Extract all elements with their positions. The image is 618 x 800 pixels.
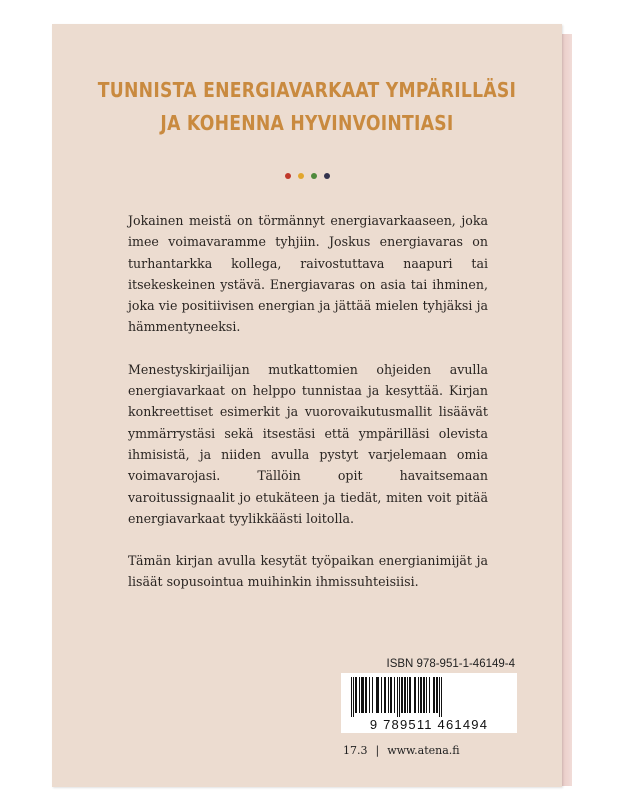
cover-headline bbox=[88, 74, 527, 140]
barcode-digits: 9 789511 461494 bbox=[369, 717, 489, 732]
headline-line-1: TUNNISTA ENERGIAVARKAAT YMPÄRILLÄSI bbox=[97, 78, 517, 102]
book-back-cover bbox=[52, 24, 562, 787]
publisher-website: www.atena.fi bbox=[387, 744, 460, 757]
barcode bbox=[341, 673, 517, 733]
publisher-footer bbox=[343, 744, 460, 757]
class-code: 17.3 bbox=[343, 744, 368, 757]
decorative-dots bbox=[52, 173, 562, 179]
navy-dot-icon bbox=[324, 173, 330, 179]
headline-line-2: JA KOHENNA HYVINVOINTIASI bbox=[160, 111, 454, 135]
green-dot-icon bbox=[311, 173, 317, 179]
blurb-paragraph-3: Tämän kirjan avulla kesytät työpaikan energianimijät ja lisäät sopusointua muihinkin ihmissuhteisiisi. bbox=[128, 553, 488, 590]
yellow-dot-icon bbox=[298, 173, 304, 179]
blurb-paragraph-1: Jokainen meistä on törmännyt energiavarkaaseen, joka imee voimavaramme tyhjiin. Joskus energiavaras on turhantarkka kollega, raivostuttava naapuri tai itsekeskeinen ystävä. Energiavaras on asia tai ihminen, joka vie positiivisen energian ja jättää mielen tyhjäksi ja hämmentyneeksi. bbox=[128, 213, 488, 335]
barcode-bars-icon bbox=[347, 677, 511, 717]
footer-separator: | bbox=[375, 744, 380, 757]
blurb-text bbox=[128, 210, 488, 614]
blurb-paragraph-2: Menestyskirjailijan mutkattomien ohjeiden avulla energiavarkaat on helppo tunnistaa ja kesyttää. Kirjan konkreettiset esimerkit ja vuorovaikutusmallit lisäävät ymmärrystäsi sekä itsestäsi että ympärilläsi olevista ihmisistä, ja niiden avulla pystyt varjelemaan omia voimavarojasi. Tällöin opit havaitsemaan varoitussignaalit jo etukäteen ja tiedät, miten voit pitää energiavarkaat tyylikkäästi loitolla. bbox=[128, 361, 488, 526]
isbn-label: ISBN 978-951-1-46149-4 bbox=[386, 658, 515, 670]
red-dot-icon bbox=[285, 173, 291, 179]
